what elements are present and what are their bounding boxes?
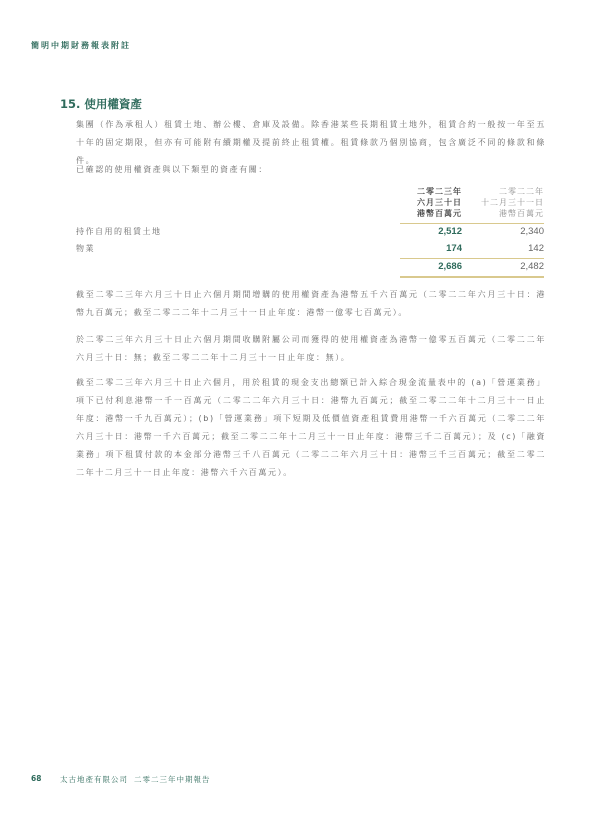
value-2022: 142 [528,243,544,254]
value-2023: 2,512 [438,226,462,237]
header-line: 十二月三十一日 [481,198,544,207]
header-line: 六月三十日 [417,198,462,207]
paragraph-additions: 截至二零二三年六月三十日止六個月期間增購的使用權資產為港幣五千六百萬元（二零二二年六月三十日：港幣九百萬元；截至二零二二年十二月三十一日止年度：港幣一億零七百萬元）。 [76,290,546,317]
row-label: 物業 [76,244,95,253]
header-line: 港幣百萬元 [417,209,462,218]
column-header-2023 [417,186,462,219]
paragraph-table-intro: 已確認的使用權資產與以下類型的資產有關： [76,165,268,174]
total-2023: 2,686 [438,261,462,272]
paragraph-lease-description: 集團（作為承租人）租賃土地、辦公樓、倉庫及設備。除香港某些長期租賃土地外，租賃合約一般按一年至五十年的固定期限，但亦有可能附有續期權及提前終止租賃權。租賃條款乃個別協商，包含廣泛不同的條款和條件。 [76,120,546,165]
paragraph-cash-outflow: 截至二零二三年六月三十日止六個月，用於租賃的現金支出總額已計入綜合現金流量表中的 (a)「營運業務」項下已付利息港幣一千一百萬元（二零二二年六月三十日：港幣九百萬元；截至二零二二年十二月三十一日止年度：港幣一千九百萬元）；(b)「營運業務」項下短期及低價值資產租賃費用港幣一千六百萬元（二零二二年六月三十日：港幣一千六百萬元；截至二零二二年十二月三十一日止年度：港幣三千二百萬元）；及 (c)「融資業務」項下租賃付款的本金部分港幣三千八百萬元（二零二二年六月三十日：港幣三千三百萬元；截至二零二二年十二月三十一日止年度：港幣六千六百萬元）。 [76,378,546,477]
table-row [76,241,544,257]
row-label: 持作自用的租賃土地 [76,227,162,236]
footer-report: 二零二三年中期報告 [134,775,211,784]
header-line: 二零二三年 [417,187,462,196]
header-line: 二零二二年 [499,187,544,196]
column-header-2022 [481,186,544,219]
running-header: 簡明中期財務報表附註 [31,41,131,50]
value-2022: 2,340 [520,226,544,237]
total-2022: 2,482 [520,261,544,272]
table-total-row [76,259,544,275]
table-row [76,224,544,240]
value-2023: 174 [446,243,462,254]
page-number: 68 [31,774,42,783]
footer-company: 太古地產有限公司 [60,775,128,784]
section-title: 15. 使用權資產 [60,97,142,111]
paragraph-acquisition: 於二零二三年六月三十日止六個月期間收購附屬公司而獲得的使用權資產為港幣一億零五百萬元（二零二二年六月三十日：無；截至二零二二年十二月三十一日止年度：無）。 [76,335,546,362]
double-divider [400,276,544,278]
header-line: 港幣百萬元 [499,209,544,218]
